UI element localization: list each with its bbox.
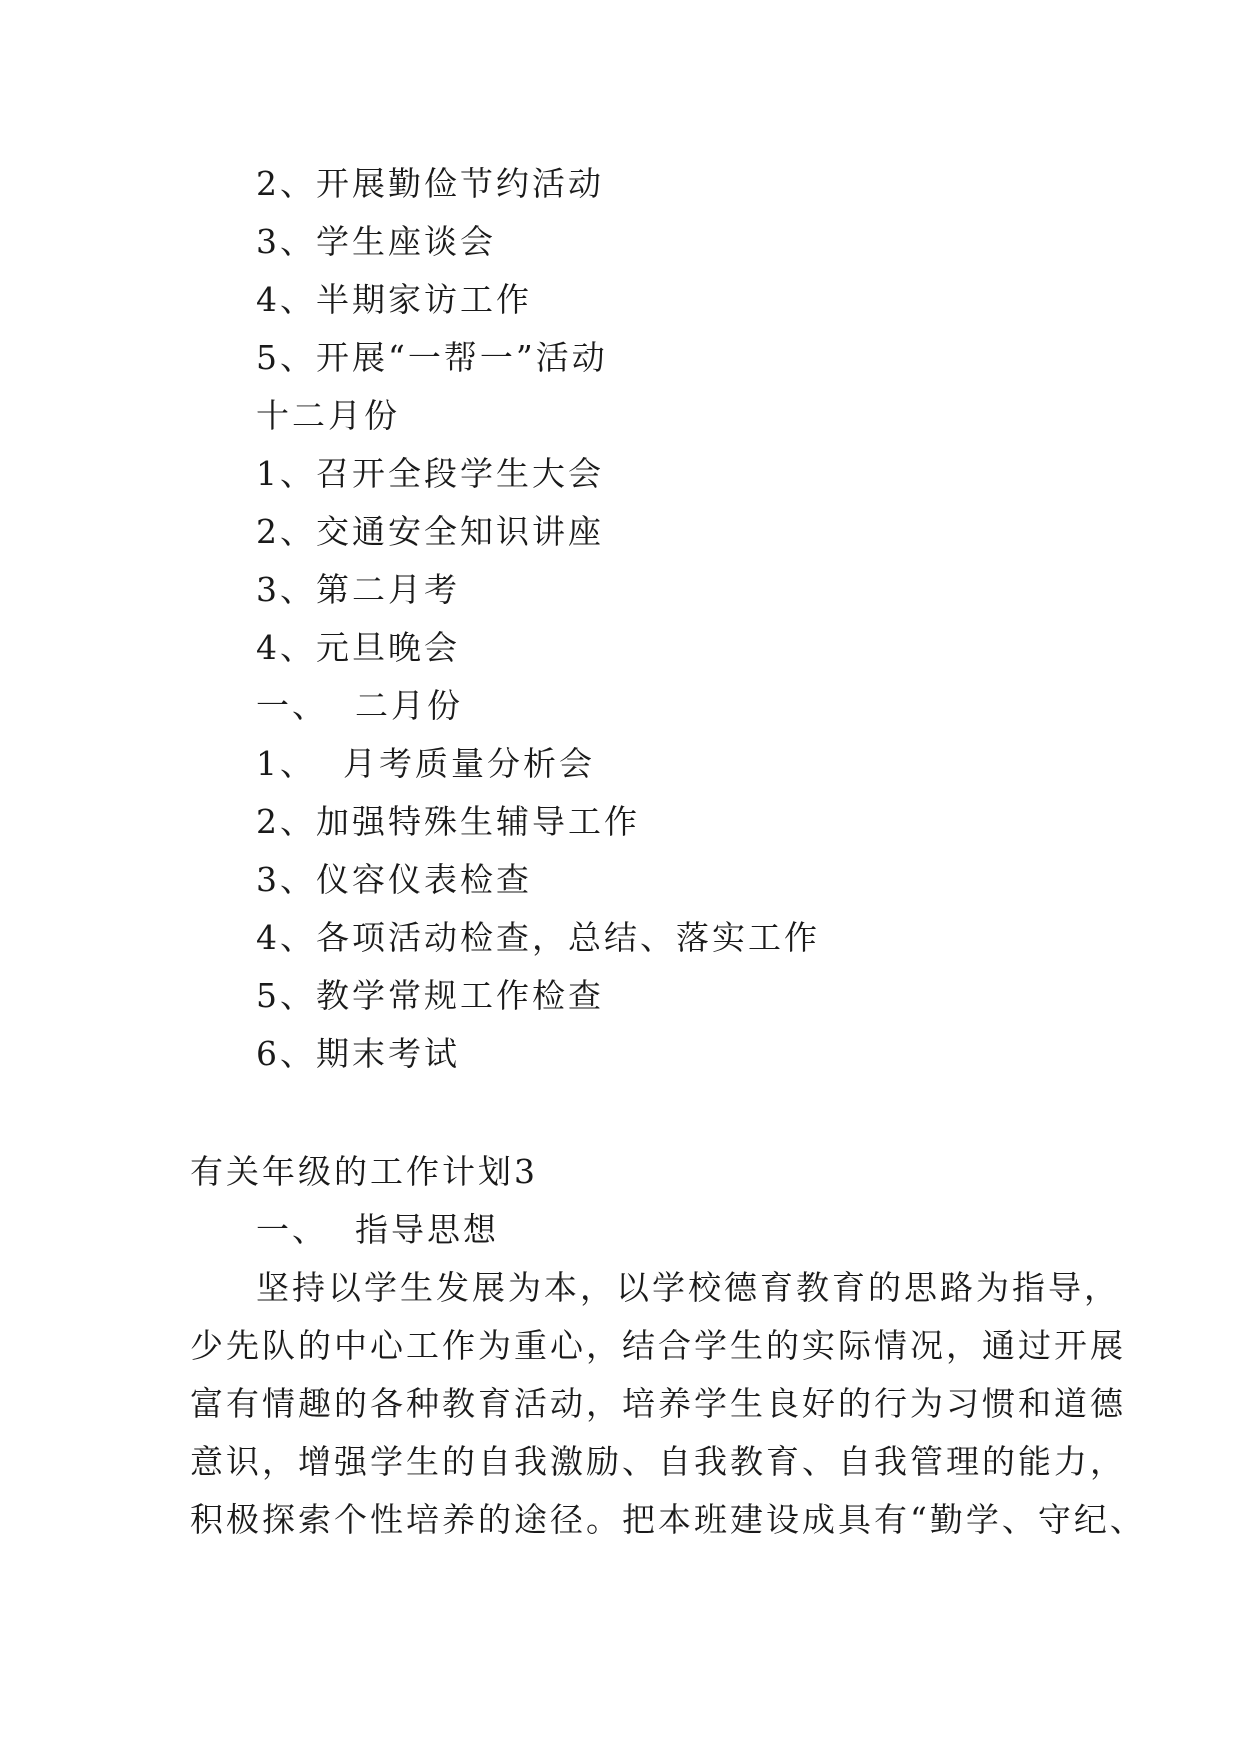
list-item: 3、第二月考: [256, 570, 460, 609]
paragraph-line: 积极探索个性培养的途径。把本班建设成具有“勤学、守纪、: [190, 1500, 1146, 1539]
paragraph-line: 少先队的中心工作为重心，结合学生的实际情况，通过开展: [190, 1326, 1126, 1365]
section-title: 有关年级的工作计划3: [190, 1152, 538, 1191]
list-item: 2、开展勤俭节约活动: [256, 164, 604, 203]
list-item: 3、学生座谈会: [256, 222, 496, 261]
month-heading-december: 十二月份: [256, 396, 400, 435]
subheading: 一、 指导思想: [256, 1210, 499, 1249]
list-item: 4、半期家访工作: [256, 280, 532, 319]
paragraph-line: 富有情趣的各种教育活动，培养学生良好的行为习惯和道德: [190, 1384, 1126, 1423]
list-item: 3、仪容仪表检查: [256, 860, 532, 899]
list-item: 4、各项活动检查，总结、落实工作: [256, 918, 820, 957]
list-item: 1、 月考质量分析会: [256, 744, 595, 783]
paragraph-line: 坚持以学生发展为本，以学校德育教育的思路为指导，: [256, 1268, 1120, 1307]
list-item: 5、教学常规工作检查: [256, 976, 604, 1015]
list-item: 2、交通安全知识讲座: [256, 512, 604, 551]
list-item: 5、开展“一帮一”活动: [256, 338, 608, 377]
list-item: 1、召开全段学生大会: [256, 454, 604, 493]
paragraph-line: 意识，增强学生的自我激励、自我教育、自我管理的能力，: [190, 1442, 1126, 1481]
list-item: 6、期末考试: [256, 1034, 460, 1073]
month-heading-jan-feb: 一、 二月份: [256, 686, 463, 725]
list-item: 4、元旦晚会: [256, 628, 460, 667]
list-item: 2、加强特殊生辅导工作: [256, 802, 640, 841]
